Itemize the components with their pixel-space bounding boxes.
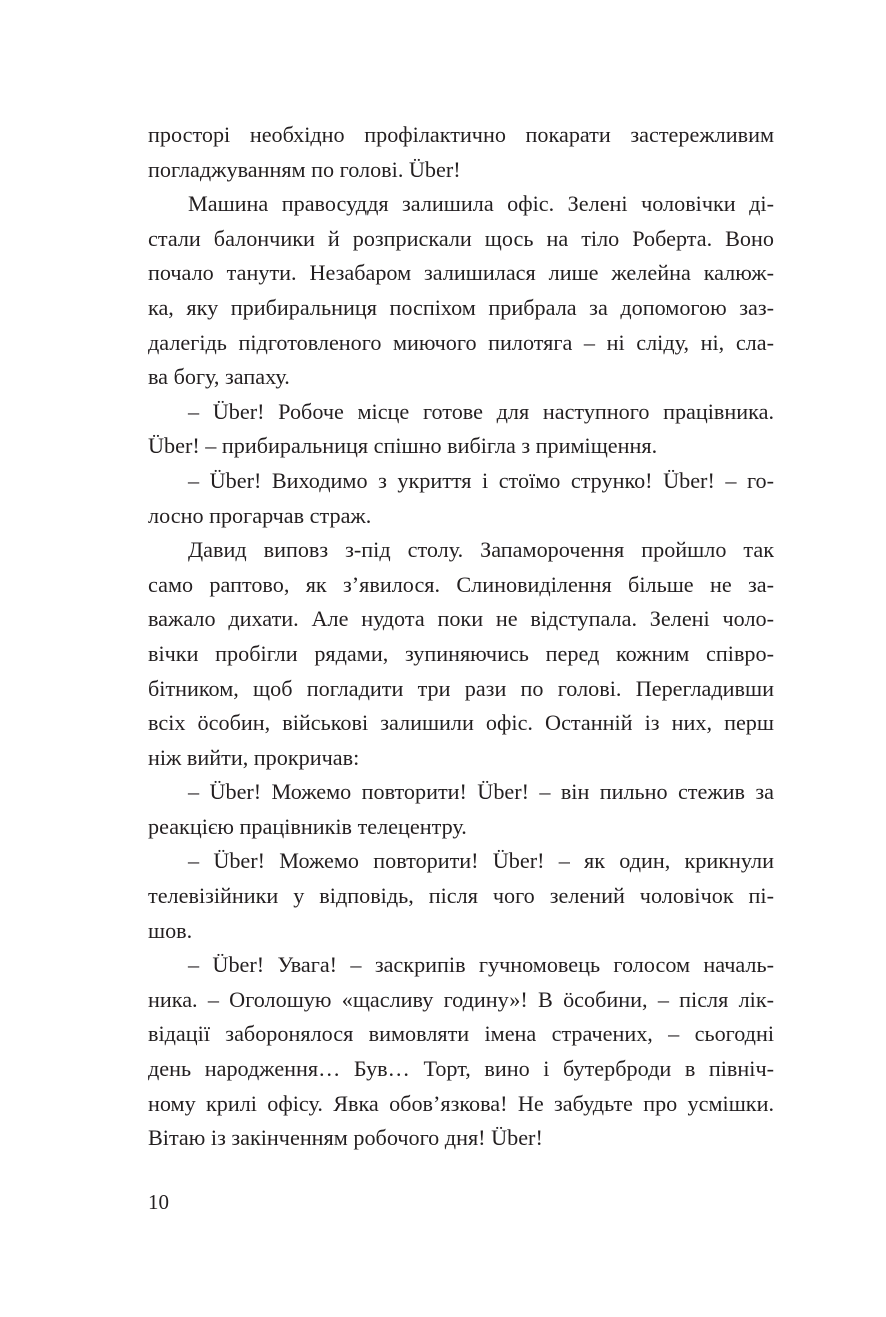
text-line: ника. – Оголошую «щасливу годину»! В ӧсобини, – після лік- <box>148 986 774 1012</box>
text-line: Машина правосуддя залишила офіс. Зелені чоловічки ді- <box>188 191 774 217</box>
paragraph <box>148 395 774 464</box>
text-line: шов. <box>148 917 193 943</box>
text-line: всіх ӧсобин, військові залишили офіс. Останній із них, перш <box>148 710 774 736</box>
page-number: 10 <box>148 1190 169 1214</box>
text-line: – Über! Можемо повторити! Über! – він пильно стежив за <box>188 779 774 805</box>
text-line: просторі необхідно профілактично покарати застережливим <box>148 122 774 147</box>
paragraph <box>148 118 774 187</box>
text-line: Über! – прибиральниця спішно вибігла з приміщення. <box>148 433 658 459</box>
text-line: – Über! Увага! – заскрипів гучномовець голосом началь- <box>188 952 774 978</box>
text-line: відації заборонялося вимовляти імена страчених, – сьогодні <box>148 1021 774 1047</box>
paragraph <box>148 464 774 533</box>
paragraph <box>148 775 774 844</box>
text-line: день народження… Був… Торт, вино і бутерброди в північ- <box>148 1056 774 1082</box>
text-line: лосно прогарчав страж. <box>148 502 372 528</box>
text-line: ва богу, запаху. <box>148 364 290 390</box>
text-line: ніж вийти, прокричав: <box>148 744 360 770</box>
paragraph <box>148 844 774 948</box>
paragraph <box>148 533 774 775</box>
text-line: далегідь підготовленого миючого пилотяга – ні сліду, ні, сла- <box>148 329 774 355</box>
text-line: вічки пробігли рядами, зупиняючись перед кожним співро- <box>148 640 774 666</box>
page-body-text <box>148 118 774 1156</box>
text-line: Вітаю із закінченням робочого дня! Über! <box>148 1125 543 1151</box>
text-line: важало дихати. Але нудота поки не відступала. Зелені чоло- <box>148 606 774 632</box>
text-line: бітником, щоб погладити три рази по голові. Перегладивши <box>148 675 774 701</box>
text-line: ка, яку прибиральниця поспіхом прибрала за допомогою заз- <box>148 294 774 320</box>
text-line: само раптово, як з’явилося. Слиновиділення більше не за- <box>148 571 774 597</box>
text-line: ному крилі офісу. Явка обов’язкова! Не забудьте про усмішки. <box>148 1090 774 1116</box>
paragraph <box>148 948 774 1156</box>
text-line: реакцією працівників телецентру. <box>148 813 467 839</box>
text-line: – Über! Можемо повторити! Über! – як один, крикнули <box>188 848 774 874</box>
text-line: Давид виповз з-під столу. Запаморочення пройшло так <box>188 537 774 563</box>
text-line: стали балончики й розприскали щось на тіло Роберта. Воно <box>148 225 774 251</box>
text-line: погладжуванням по голові. Über! <box>148 156 461 182</box>
text-line: телевізійники у відповідь, після чого зелений чоловічок пі- <box>148 883 774 909</box>
paragraph <box>148 187 774 395</box>
text-line: – Über! Виходимо з укриття і стоїмо струнко! Über! – го- <box>188 467 774 493</box>
text-line: – Über! Робоче місце готове для наступного працівника. <box>188 398 774 424</box>
text-line: почало танути. Незабаром залишилася лише желейна калюж- <box>148 260 774 286</box>
